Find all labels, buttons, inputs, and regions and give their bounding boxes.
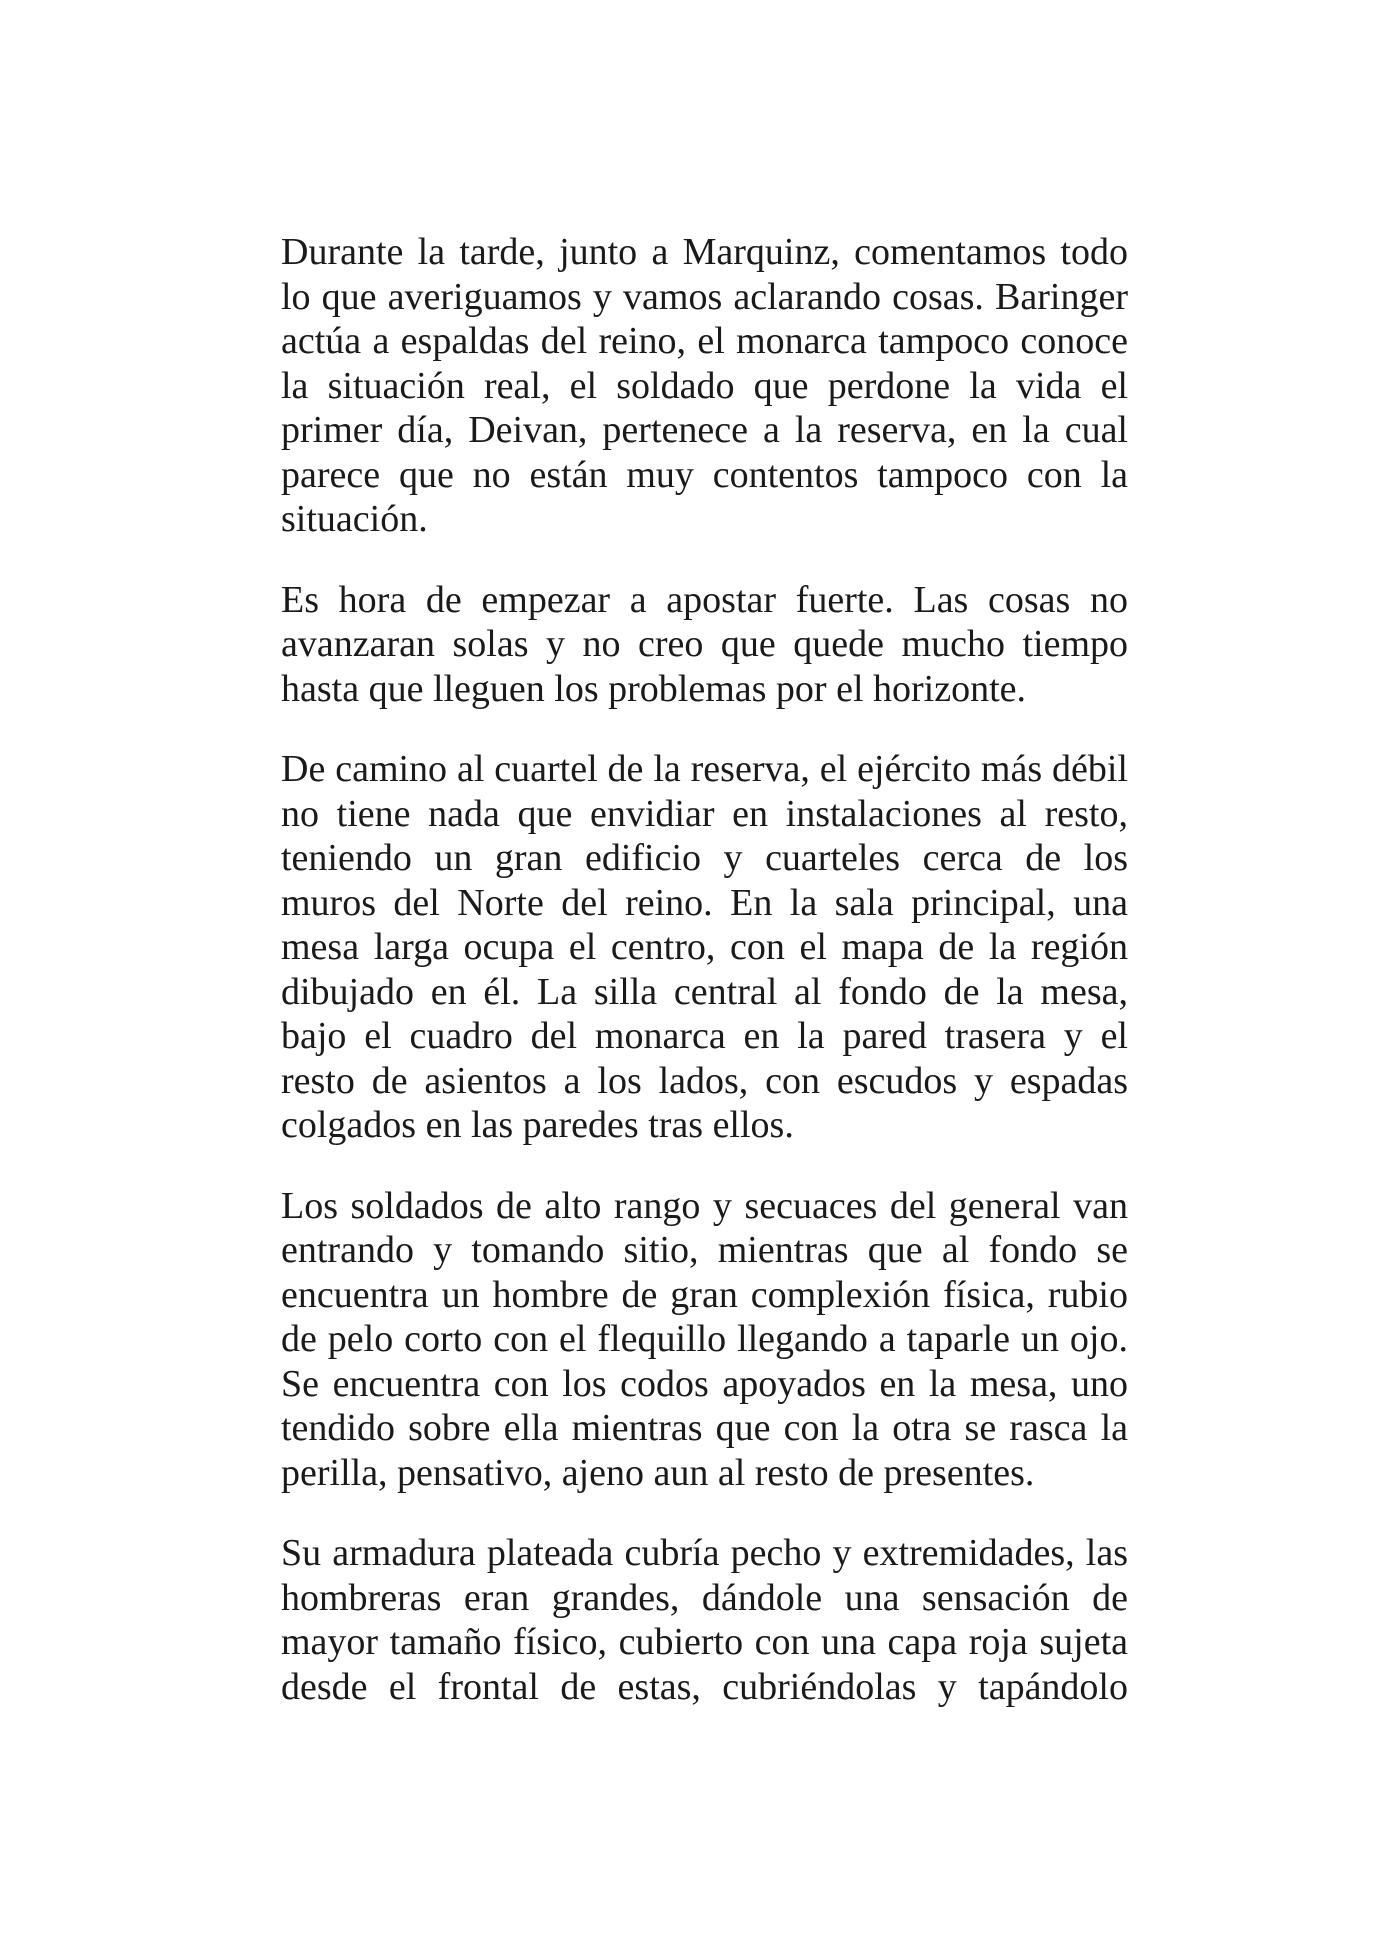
body-text — [281, 230, 1128, 1709]
paragraph-2: Es hora de empezar a apostar fuerte. Las cosas no avanzaran solas y no creo que quede mucho tiempo hasta que lleguen los problemas por el horizonte. — [281, 578, 1128, 710]
paragraph-3: De camino al cuartel de la reserva, el ejército más débil no tiene nada que envidiar en instalaciones al resto, teniendo un gran edificio y cuarteles cerca de los muros del Norte del reino. En la sala principal, una mesa larga ocupa el centro, con el mapa de la región dibujado en él. La silla central al fondo de la mesa, bajo el cuadro del monarca en la pared trasera y el resto de asientos a los lados, con escudos y espadas colgados en las paredes tras ellos. — [281, 748, 1128, 1146]
paragraph-1: Durante la tarde, junto a Marquinz, comentamos todo lo que averiguamos y vamos aclarando cosas. Baringer actúa a espaldas del reino, el monarca tampoco conoce la situación real, el soldado que perdone la vida el primer día, Deivan, pertenece a la reserva, en la cual parece que no están muy contentos tampoco con la situación. — [281, 231, 1128, 540]
paragraph-5: Su armadura plateada cubría pecho y extremidades, las hombreras eran grandes, dándole una sensación de mayor tamaño físico, cubierto con una capa roja sujeta desde el frontal de estas, cubriéndolas y tapándolo — [281, 1532, 1128, 1708]
paragraph-4: Los soldados de alto rango y secuaces del general van entrando y tomando sitio, mientras que al fondo se encuentra un hombre de gran complexión física, rubio de pelo corto con el flequillo llegando a taparle un ojo. Se encuentra con los codos apoyados en la mesa, uno tendido sobre ella mientras que con la otra se rasca la perilla, pensativo, ajeno aun al resto de presentes. — [281, 1184, 1128, 1494]
